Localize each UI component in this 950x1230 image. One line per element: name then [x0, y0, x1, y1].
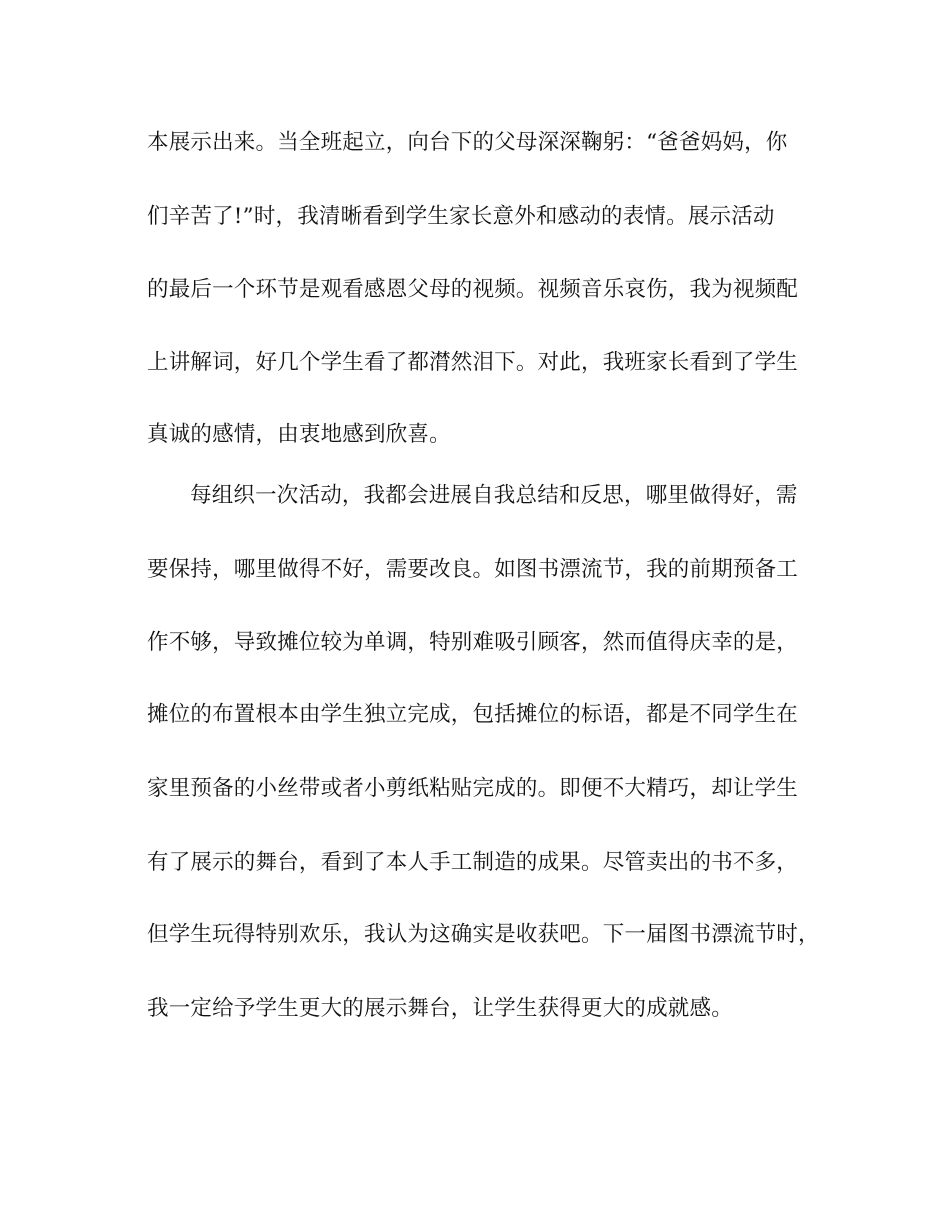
text-line-13: 我一定给予学生更大的展示舞台，让学生获得更大的成就感。 [147, 996, 733, 1021]
text-line-11: 有了展示的舞台，看到了本人手工制造的成果。尽管卖出的书不多， [147, 850, 799, 875]
text-line-1: 本展示出来。当全班起立，向台下的父母深深鞠躬：“爸爸妈妈，你 [147, 130, 788, 155]
text-line-2: 们辛苦了!”时，我清晰看到学生家长意外和感动的表情。展示活动 [147, 204, 775, 229]
text-line-6: 每组织一次活动，我都会进展自我总结和反思，哪里做得好，需 [190, 483, 798, 508]
text-line-8: 作不够，导致摊位较为单调，特别难吸引顾客，然而值得庆幸的是， [147, 630, 799, 655]
text-line-12: 但学生玩得特别欢乐，我认为这确实是收获吧。下一届图书漂流节时， [147, 922, 820, 947]
text-line-5: 真诚的感情，由衷地感到欣喜。 [147, 422, 451, 447]
text-line-9: 摊位的布置根本由学生独立完成，包括摊位的标语，都是不同学生在 [147, 702, 799, 727]
text-line-7: 要保持，哪里做得不好，需要改良。如图书漂流节，我的前期预备工 [147, 557, 799, 582]
text-line-4: 上讲解词，好几个学生看了都潸然泪下。对此，我班家长看到了学生 [147, 350, 799, 375]
text-line-10: 家里预备的小丝带或者小剪纸粘贴完成的。即便不大精巧，却让学生 [147, 776, 799, 801]
text-line-3: 的最后一个环节是观看感恩父母的视频。视频音乐哀伤，我为视频配 [147, 277, 799, 302]
